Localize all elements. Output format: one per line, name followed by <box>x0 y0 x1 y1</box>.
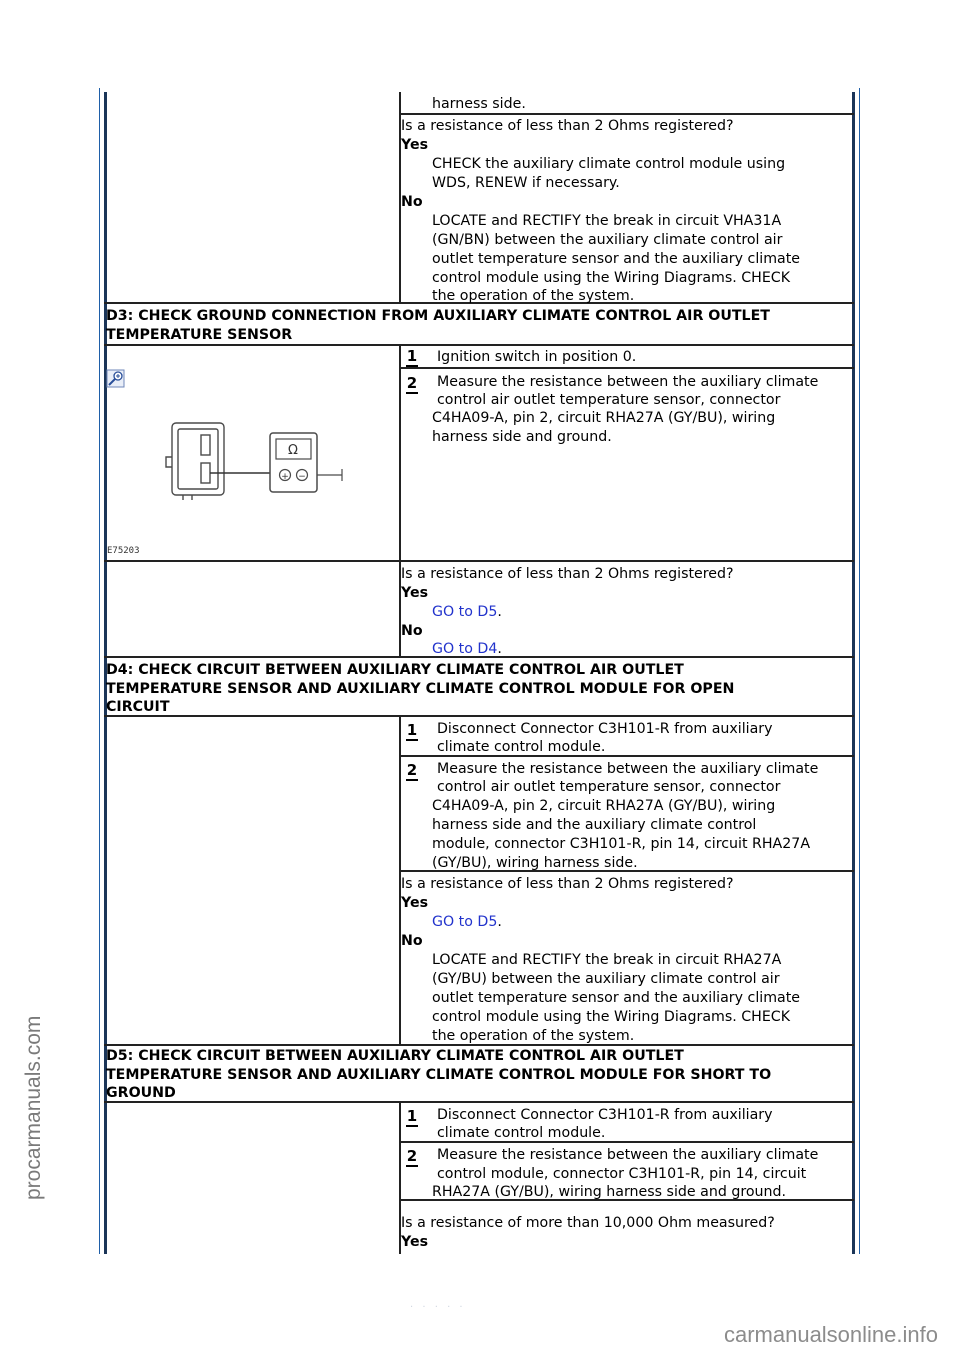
side-watermark: procarmanuals.com <box>22 1015 45 1200</box>
d3-yes-row <box>432 603 502 622</box>
q1-question: Is a resistance of less than 2 Ohms registered? <box>401 118 734 134</box>
d3-yes-label: Yes <box>401 585 429 601</box>
d4-step2-line: C4HA09-A, pin 2, circuit RHA27A (GY/BU), wiring <box>432 798 776 814</box>
d4-no-line: (GY/BU) between the auxiliary climate control air <box>432 971 780 987</box>
d4-no-line: LOCATE and RECTIFY the break in circuit RHA27A <box>432 952 782 968</box>
d3-title: TEMPERATURE SENSOR <box>106 327 293 343</box>
d3-yes-link[interactable]: GO to D5 <box>432 604 498 620</box>
q1-yes-line: CHECK the auxiliary climate control module using <box>432 156 786 172</box>
d4-no-label: No <box>401 933 423 949</box>
d4-no-line: the operation of the system. <box>432 1028 635 1044</box>
d5-yes-label: Yes <box>401 1234 429 1250</box>
d3-step2-line: C4HA09-A, pin 2, circuit RHA27A (GY/BU), wiring <box>432 410 776 426</box>
d5-step2-line: RHA27A (GY/BU), wiring harness side and ground. <box>432 1184 787 1200</box>
d4-step2-number: 2 <box>406 761 418 779</box>
d4-step2-line: (GY/BU), wiring harness side. <box>432 855 638 871</box>
faint-page-mark: · · · · · <box>410 1302 466 1313</box>
row-rule <box>400 367 854 369</box>
previous-step-tail: harness side. <box>432 96 526 112</box>
d4-question: Is a resistance of less than 2 Ohms registered? <box>401 876 734 892</box>
d3-wiring-figure <box>106 369 398 559</box>
bottom-watermark: carmanualsonline.info <box>723 1322 938 1347</box>
d5-title: GROUND <box>106 1085 176 1101</box>
d5-title: D5: CHECK CIRCUIT BETWEEN AUXILIARY CLIMATE CONTROL AIR OUTLET <box>106 1048 684 1064</box>
d4-step1-line: Disconnect Connector C3H101-R from auxiliary <box>437 721 773 737</box>
d4-no-line: outlet temperature sensor and the auxiliary climate <box>432 990 801 1006</box>
column-divider <box>399 345 401 656</box>
d3-step1-text: Ignition switch in position 0. <box>437 349 637 365</box>
row-rule <box>104 1101 854 1103</box>
d3-no-label: No <box>401 623 423 639</box>
d3-step2-line: Measure the resistance between the auxiliary climate <box>437 374 819 390</box>
d3-no-row <box>432 640 502 659</box>
frame-left-outer <box>99 88 100 1254</box>
d4-title: D4: CHECK CIRCUIT BETWEEN AUXILIARY CLIMATE CONTROL AIR OUTLET <box>106 662 684 678</box>
q1-no-label: No <box>401 194 423 210</box>
d4-title: TEMPERATURE SENSOR AND AUXILIARY CLIMATE CONTROL MODULE FOR OPEN <box>106 681 735 697</box>
d4-step2-line: control air outlet temperature sensor, connector <box>437 779 781 795</box>
meter-plus-terminal: + <box>281 472 289 482</box>
connector-drawing <box>166 423 224 500</box>
multimeter-drawing <box>270 433 342 492</box>
d5-step1-number: 1 <box>406 1107 418 1125</box>
d4-yes-label: Yes <box>401 895 429 911</box>
d4-no-line: control module using the Wiring Diagrams. CHECK <box>432 1009 791 1025</box>
q1-no-line: control module using the Wiring Diagrams. CHECK <box>432 270 791 286</box>
d3-step1-number: 1 <box>406 347 418 365</box>
period: . <box>497 641 502 657</box>
d3-no-link[interactable]: GO to D4 <box>432 641 498 657</box>
q1-no-line: the operation of the system. <box>432 288 635 304</box>
d4-step1-line: climate control module. <box>437 739 606 755</box>
frame-right-inner <box>852 92 855 1254</box>
q1-no-line: LOCATE and RECTIFY the break in circuit VHA31A <box>432 213 782 229</box>
d5-title: TEMPERATURE SENSOR AND AUXILIARY CLIMATE CONTROL MODULE FOR SHORT TO <box>106 1067 772 1083</box>
figure-code: E75203 <box>107 546 140 556</box>
d4-step1-number: 1 <box>406 721 418 739</box>
q1-yes-label: Yes <box>401 137 429 153</box>
zoom-icon[interactable] <box>107 370 124 387</box>
period: . <box>497 914 502 930</box>
d4-step2-line: module, connector C3H101-R, pin 14, circuit RHA27A <box>432 836 811 852</box>
period: . <box>497 604 502 620</box>
d5-step1-line: Disconnect Connector C3H101-R from auxiliary <box>437 1107 773 1123</box>
d5-step2-line: control module, connector C3H101-R, pin 14, circuit <box>437 1166 807 1182</box>
d3-step2-line: harness side and ground. <box>432 429 612 445</box>
d3-title: D3: CHECK GROUND CONNECTION FROM AUXILIARY CLIMATE CONTROL AIR OUTLET <box>106 308 770 324</box>
d5-step2-line: Measure the resistance between the auxiliary climate <box>437 1147 819 1163</box>
d5-step2-number: 2 <box>406 1147 418 1165</box>
q1-no-line: outlet temperature sensor and the auxiliary climate <box>432 251 801 267</box>
row-rule <box>104 560 854 562</box>
d4-yes-row <box>432 913 502 932</box>
frame-right-outer <box>859 88 860 1254</box>
meter-minus-terminal: − <box>298 472 306 482</box>
d5-step1-line: climate control module. <box>437 1125 606 1141</box>
d5-question: Is a resistance of more than 10,000 Ohm measured? <box>401 1215 775 1231</box>
d4-step2-line: harness side and the auxiliary climate control <box>432 817 757 833</box>
row-rule <box>104 715 854 717</box>
d3-step2-line: control air outlet temperature sensor, connector <box>437 392 781 408</box>
d3-question: Is a resistance of less than 2 Ohms registered? <box>401 566 734 582</box>
d3-step2-number: 2 <box>406 374 418 392</box>
d4-title: CIRCUIT <box>106 699 170 715</box>
q1-yes-line: WDS, RENEW if necessary. <box>432 175 620 191</box>
q1-no-line: (GN/BN) between the auxiliary climate control air <box>432 232 783 248</box>
d4-step2-line: Measure the resistance between the auxiliary climate <box>437 761 819 777</box>
d3-figure-svg <box>106 369 398 559</box>
meter-ohm-symbol: Ω <box>288 443 298 458</box>
d4-yes-link[interactable]: GO to D5 <box>432 914 498 930</box>
